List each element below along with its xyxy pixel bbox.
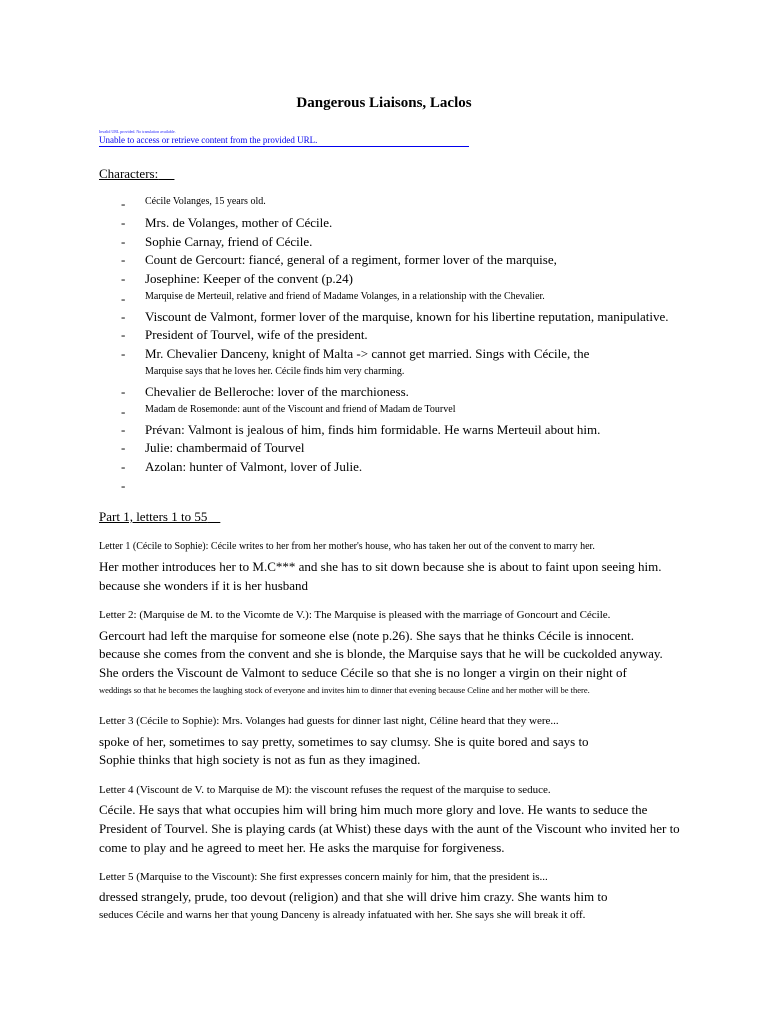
text-line: Letter 4 (Viscount de V. to Marquise de M): the viscount refuses the request of the marquise to seduce.: [99, 784, 551, 796]
text-line: because she comes from the convent and she is blonde, the Marquise says that he will be cuckolded anyway.: [99, 646, 663, 661]
characters-heading: Characters:: [99, 166, 159, 181]
document-title: Dangerous Liaisons, Laclos: [296, 95, 472, 111]
text-line: Letter 3 (Cécile to Sophie): Mrs. Volanges had guests for dinner last night, Céline heard that they were...: [99, 715, 559, 727]
text-line: Letter 5 (Marquise to the Viscount): She first expresses concern mainly for him, that the president is...: [99, 871, 548, 883]
text-line: Letter 1 (Cécile to Sophie): Cécile writes to her from her mother's house, who has taken her out of the convent to marry her.: [99, 541, 595, 552]
text-line: come to play and he agreed to meet her. He asks the marquise for forgiveness.: [99, 840, 505, 855]
text-line: She orders the Viscount de Valmont to seduce Cécile so that she is no longer a virgin on their night of: [99, 665, 627, 680]
text-line: Cécile. He says that what occupies him will bring him much more glory and love. He wants to seduce the: [99, 802, 648, 817]
text-line: spoke of her, sometimes to say pretty, sometimes to say clumsy. She is quite bored and says to: [99, 734, 589, 749]
text-line: weddings so that he becomes the laughing stock of everyone and invites him to dinner that evening because Celine and her mother will be there.: [99, 685, 590, 695]
part1-heading: Part 1, letters 1 to 55: [99, 509, 208, 524]
url-error-link[interactable]: Unable to access or retrieve content from the provided URL.: [99, 135, 469, 147]
text-line: Her mother introduces her to M.C*** and she has to sit down because she is about to faint upon seeing him.: [99, 559, 662, 574]
text-line: dressed strangely, prude, too devout (religion) and that she will drive him crazy. She wants him to: [99, 889, 608, 904]
text-line: Letter 2: (Marquise de M. to the Vicomte de V.): The Marquise is pleased with the marriage of Goncourt and Cécile.: [99, 609, 611, 621]
text-line: Sophie thinks that high society is not as fun as they imagined.: [99, 752, 421, 767]
text-line: President of Tourvel. She is playing cards (at Whist) these days with the aunt of the Viscount who invited her to: [99, 821, 680, 836]
text-line: because she wonders if it is her husband: [99, 578, 309, 593]
tiny-link-text[interactable]: Invalid URL provided. No translation available.: [99, 129, 176, 134]
document-page: Dangerous Liaisons, Laclos Invalid URL provided. No translation available. Unable to access or retrieve content from the provided URL. Characters: - Cécile Volanges, 15 years old. - Mrs. de Volanges, mother of Cécile. - Sophie Carnay, friend of Cécile. - Count de Gercourt: fiancé, general of a regiment, former lover of the marquise, - Josephine: Keeper of the convent (p.24) - Marquise de Merteuil, relative and friend of Madame Volanges, in a relationship with the Chevalier. - Viscount de Valmont, former lover of the marquise, known for his libertine reputation, manipulative. - President of Tourvel, wife of the president. - Mr. Chevalier Danceny, knight of Malta -> cannot get married. Sings with Cécile, the Marquise says that he loves her. Cécile finds him very charming. - Chevalier de Belleroche: lover of the marchioness. - Madam de Rosemonde: aunt of the Viscount and friend of Madam de Tourvel - Prévan: Valmont is jealous of him, finds him formidable. He warns Merteuil about him. - Julie: chambermaid of Tourvel - Azolan: hunter of Valmont, lover of Julie. - Part 1, letters 1 to 55 Letter 1 (Cécile to Sophie): Cécile writes to her from her mother's house, who has taken her out of the convent to marry her. Her mother introduces her to M.C*** and she has to sit down because she is about to faint upon seeing him. because she wonders if it is her husband Letter 2: (Marquise de M. to the Vicomte de V.): The Marquise is pleased with the marriage of Goncourt and Cécile. Gercourt had left the marquise for someone else (note p.26). She says that he thinks Cécile is innocent. because she comes from the convent and she is blonde, the Marquise says that he will be cuckolded anyway. She orders the Viscount de Valmont to seduce Cécile so that she is no longer a virgin on their night of weddings so that he becomes the laughing stock of everyone and invites him to dinner that evening because Celine and her mother will be there. Letter 3 (Cécile to Sophie): Mrs. Volanges had guests for dinner last night, Céline heard that they were... spoke of her, sometimes to say pretty, sometimes to say clumsy. She is quite bored and says to Sophie thinks that high society is not as fun as they imagined. Letter 4 (Viscount de V. to Marquise de M): the viscount refuses the request of the marquise to seduce. Cécile. He says that what occupies him will bring him much more glory and love. He wants to seduce the President of Tourvel. She is playing cards (at Whist) these days with the aunt of the Viscount who invited her to come to play and he agreed to meet her. He asks the marquise for forgiveness. Letter 5 (Marquise to the Viscount): She first expresses concern mainly for him, that the president is... dressed strangely, prude, too devout (religion) and that she will drive him crazy. She wants him to seduces Cécile and warns her that young Danceny is already infatuated with her. She says she will break it off.: [0, 0, 768, 1024]
text-line: seduces Cécile and warns her that young Danceny is already infatuated with her. She says she will break it off.: [99, 909, 586, 921]
text-line: Gercourt had left the marquise for someone else (note p.26). She says that he thinks Cécile is innocent.: [99, 628, 635, 643]
